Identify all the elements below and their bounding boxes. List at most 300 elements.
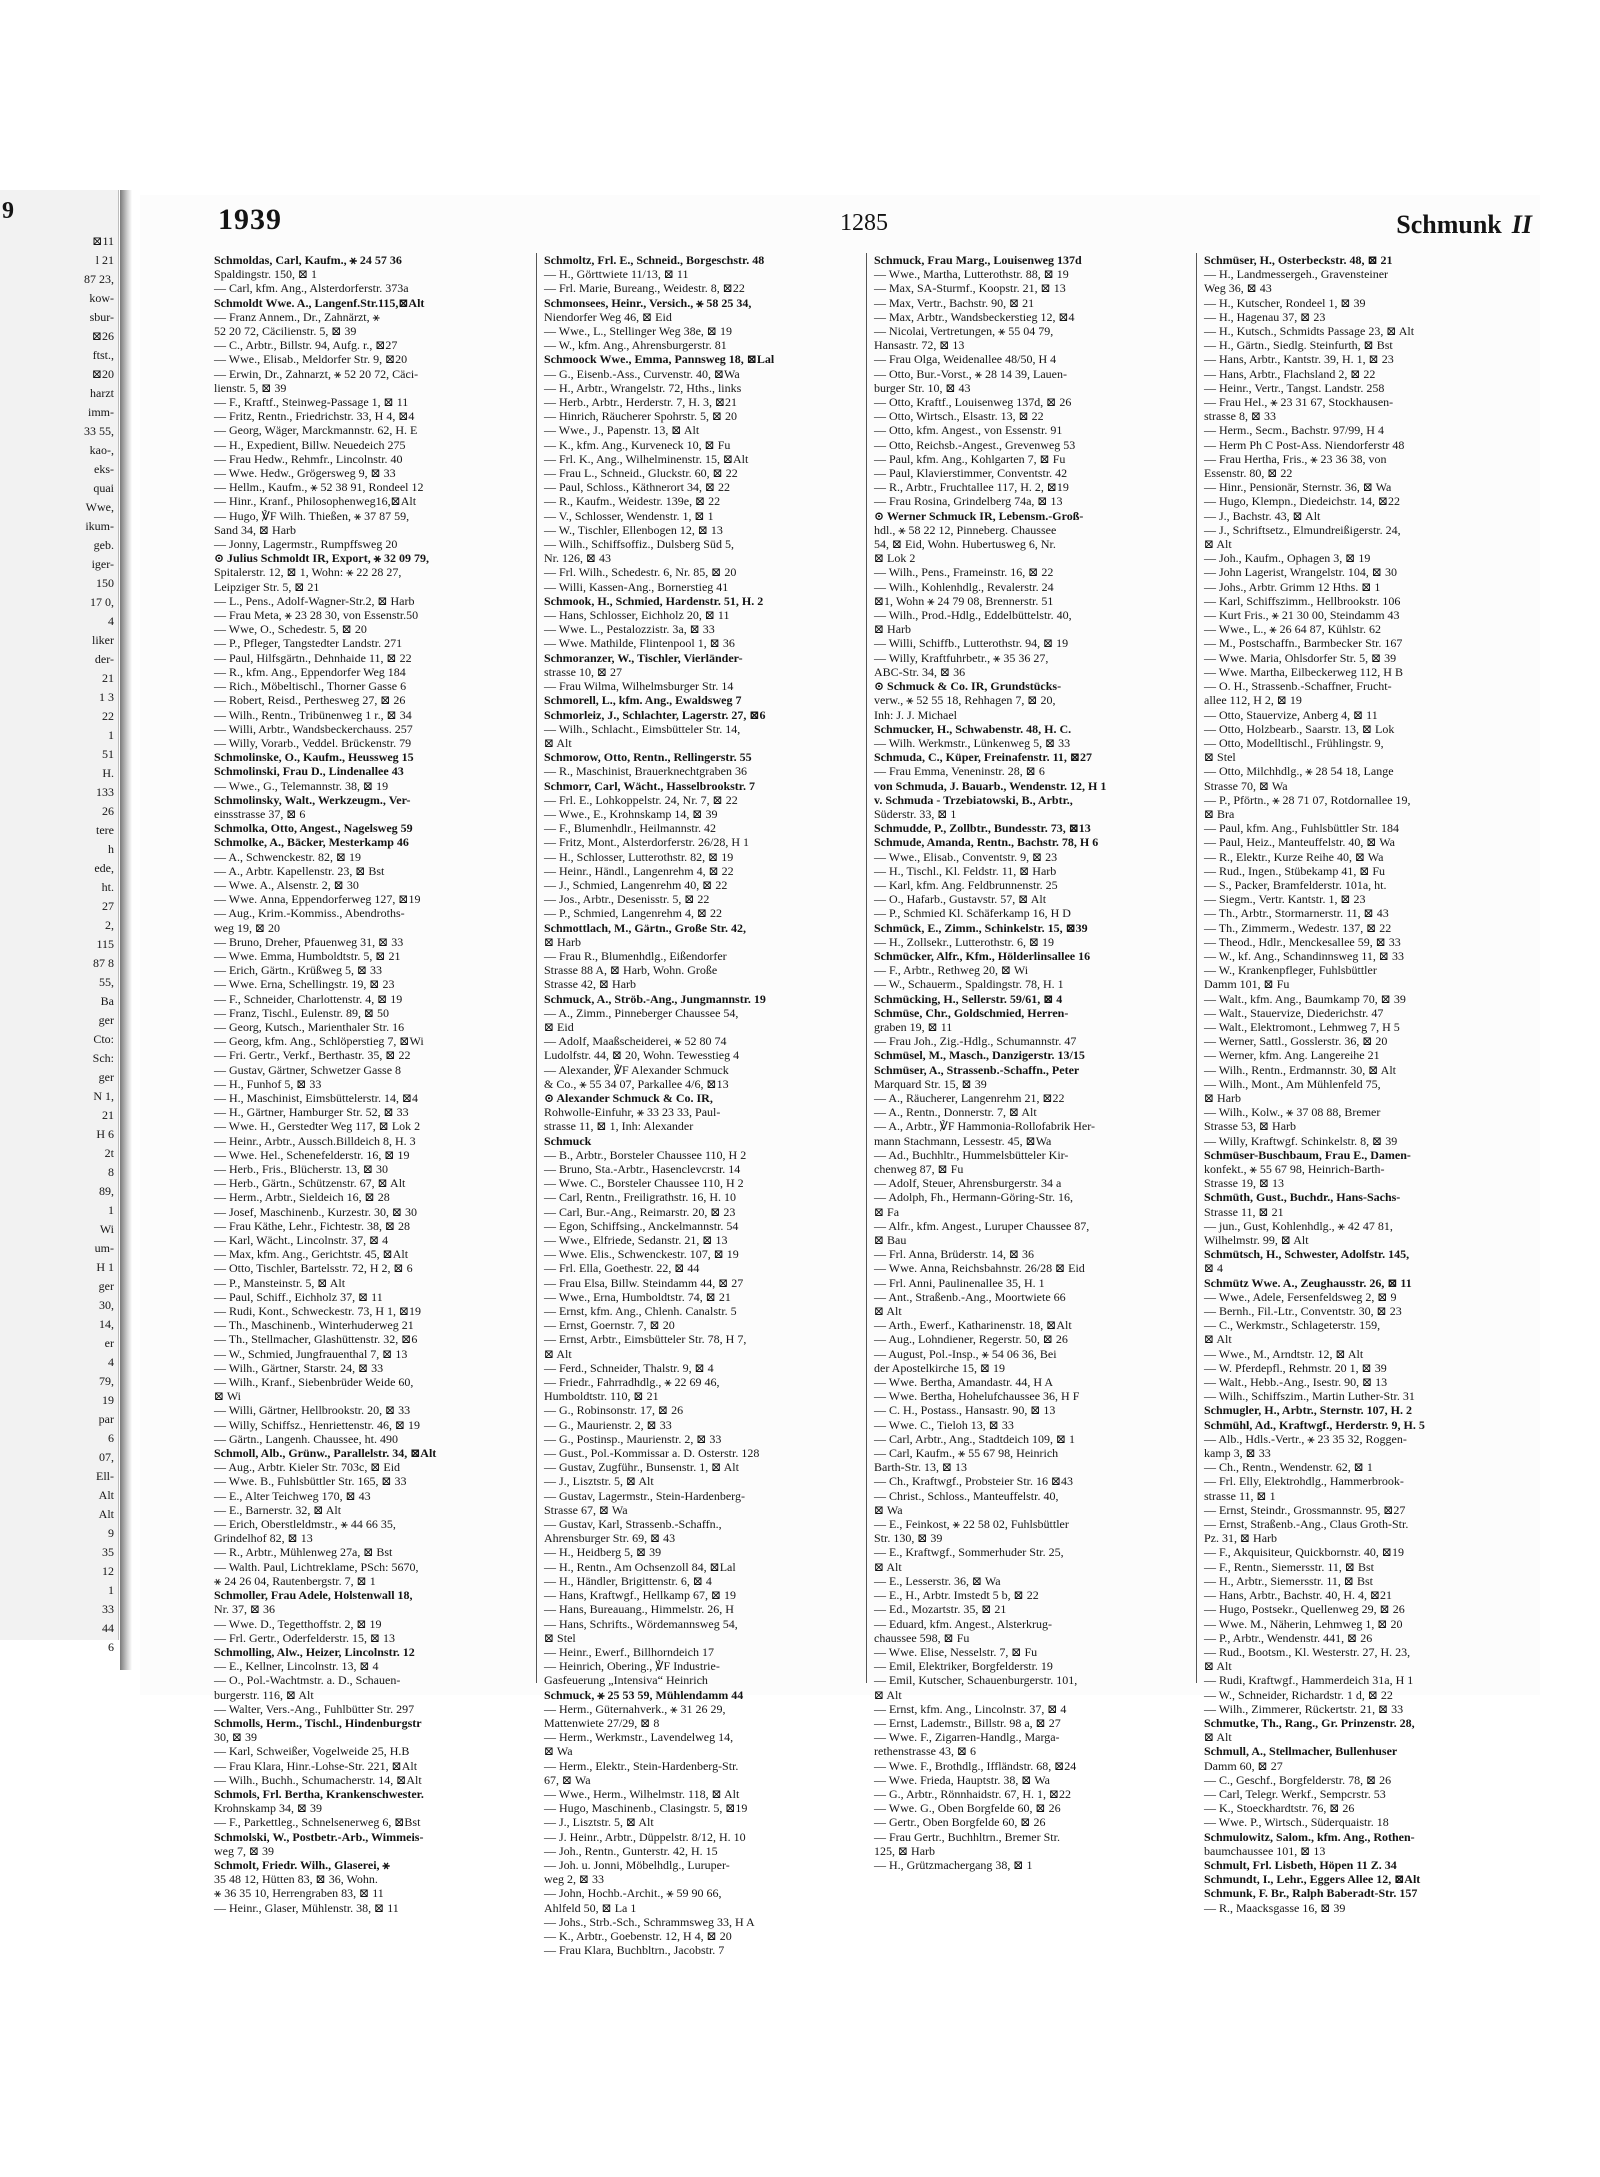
directory-entry-line: — Wwe. H., Gerstedter Weg 117, ⊠ Lok 2 bbox=[214, 1119, 421, 1134]
directory-entry-line: — Paul, Hilfsgärtn., Dehnhaide 11, ⊠ 22 bbox=[214, 650, 412, 665]
directory-entry-line: — Hans, Arbtr., Kantstr. 39, H. 1, ⊠ 23 bbox=[1204, 352, 1394, 367]
directory-entry-line: — Walt., Stauervize, Diederichstr. 47 bbox=[1204, 1005, 1384, 1020]
directory-entry-line: — H., Landmessergeh., Gravensteiner bbox=[1204, 267, 1389, 282]
directory-entry-line: Mattenwiete 27/29, ⊠ 8 bbox=[544, 1715, 660, 1730]
previous-page-line: iger- bbox=[91, 557, 114, 571]
previous-page-line: ede, bbox=[94, 861, 114, 875]
directory-entry-line: Schmuck, Frau Marg., Louisenweg 137d bbox=[874, 253, 1082, 267]
directory-entry-line: — Herb., Gärtn., Schützenstr. 67, ⊠ Alt bbox=[214, 1176, 406, 1191]
directory-entry-line: — W. Pferdepfl., Rehmstr. 20 1, ⊠ 39 bbox=[1204, 1360, 1387, 1375]
directory-entry-line: — Wwe. M., Näherin, Lehmweg 1, ⊠ 20 bbox=[1204, 1616, 1403, 1631]
directory-entry-line: — C., Geschf., Borgfelderstr. 78, ⊠ 26 bbox=[1204, 1772, 1392, 1787]
directory-entry-line: Rohwolle-Einfuhr, ⚹ 33 23 33, Paul- bbox=[544, 1105, 721, 1120]
directory-entry-line: Inh: J. J. Michael bbox=[874, 707, 957, 722]
directory-entry-line: — H., Funhof 5, ⊠ 33 bbox=[214, 1076, 322, 1091]
directory-entry-line: — Wwe. Anna, Eppendorferweg 127, ⊠19 bbox=[214, 892, 421, 907]
directory-entry-line: — Th., Zimmerm., Wedestr. 137, ⊠ 22 bbox=[1204, 920, 1392, 935]
directory-entry-line: — Ant., Straßenb.-Ang., Moortwiete 66 bbox=[874, 1289, 1066, 1304]
directory-entry-line: — P., Schmied Kl. Schäferkamp 16, H D bbox=[874, 906, 1071, 921]
directory-entry-line: — Ferd., Schneider, Thalstr. 9, ⊠ 4 bbox=[544, 1360, 714, 1375]
directory-entry-line: — Max, kfm. Ang., Gerichtstr. 45, ⊠Alt bbox=[214, 1247, 409, 1262]
directory-entry-line: — Frau Hertha, Fris., ⚹ 23 36 38, von bbox=[1204, 451, 1387, 466]
directory-entry-line: ⊠ Alt bbox=[544, 1346, 572, 1361]
directory-entry-line: — Wilh., Schiffszim., Martin Luther-Str. 31 bbox=[1204, 1389, 1415, 1404]
previous-page-line: 51 bbox=[102, 747, 114, 761]
directory-entry-line: — Nicolai, Vertretungen, ⚹ 55 04 79, bbox=[874, 324, 1054, 339]
directory-entry-line: — Fritz, Rentn., Friedrichstr. 33, H 4, ⊠4 bbox=[214, 409, 415, 424]
previous-page-line: 21 bbox=[102, 1108, 114, 1122]
directory-entry-line: — E., Alter Teichweg 170, ⊠ 43 bbox=[214, 1488, 371, 1503]
directory-entry-line: — Wwe. Elise, Nesselstr. 7, ⊠ Fu bbox=[874, 1644, 1038, 1659]
directory-entry-line: — Wilh., Zimmerer, Rückertstr. 21, ⊠ 33 bbox=[1204, 1701, 1404, 1716]
directory-entry-line: — H., Görttwiete 11/13, ⊠ 11 bbox=[544, 267, 689, 282]
directory-entry-line: — Wwe, O., Schedestr. 5, ⊠ 20 bbox=[214, 622, 367, 637]
previous-page-line: l 21 bbox=[95, 253, 114, 267]
directory-entry-line: — Adolf, Steuer, Ahrensburgerstr. 34 a bbox=[874, 1176, 1062, 1191]
previous-page-line: 1 bbox=[108, 1583, 114, 1597]
directory-entry-line: — Gustav, Zugführ., Bunsenstr. 1, ⊠ Alt bbox=[544, 1460, 739, 1475]
directory-entry-line: — Wwe. C., Tieloh 13, ⊠ 33 bbox=[874, 1417, 1014, 1432]
directory-entry-line: ⊠ Wi bbox=[214, 1389, 242, 1404]
previous-page-line: ikum- bbox=[85, 519, 114, 533]
directory-entry-line: — Ernst, Lademstr., Billstr. 98 a, ⊠ 27 bbox=[874, 1715, 1061, 1730]
directory-entry-line: ⊠ Alt bbox=[1204, 1730, 1232, 1745]
directory-entry-line: Sand 34, ⊠ Harb bbox=[214, 522, 297, 537]
directory-entry-line: — Karl, Wächt., Lincolnstr. 37, ⊠ 4 bbox=[214, 1233, 389, 1248]
directory-entry-line: — Georg, Wäger, Marckmannstr. 62, H. E bbox=[214, 423, 418, 438]
directory-entry-line: — Robert, Reisd., Perthesweg 27, ⊠ 26 bbox=[214, 693, 406, 708]
directory-entry-line: — Wwe. Hel., Schenefelderstr. 16, ⊠ 19 bbox=[214, 1147, 410, 1162]
directory-entry-line: — Paul, Schiff., Eichholz 37, ⊠ 11 bbox=[214, 1289, 383, 1304]
directory-entry-line: — Max, Arbtr., Wandsbeckerstieg 12, ⊠4 bbox=[874, 309, 1075, 324]
column-2 bbox=[544, 253, 856, 1958]
directory-entry-line: Humboldtstr. 110, ⊠ 21 bbox=[544, 1389, 659, 1404]
directory-entry-line: v. Schmuda - Trzebiatowski, B., Arbtr., bbox=[874, 792, 1073, 807]
directory-entry-line: Schmolls, Herm., Tischl., Hindenburgstr bbox=[214, 1715, 422, 1730]
directory-entry-line: — Otto, Wirtsch., Elsastr. 13, ⊠ 22 bbox=[874, 409, 1044, 424]
directory-entry-line: — Heinr., Händl., Langenrehm 4, ⊠ 22 bbox=[544, 863, 734, 878]
directory-entry-line: strasse 11, ⊠ 1, Inh: Alexander bbox=[544, 1119, 694, 1134]
directory-entry-line: Schmutke, Th., Rang., Gr. Prinzenstr. 28, bbox=[1204, 1715, 1415, 1730]
directory-entry-line: — M., Postschaffn., Barmbecker Str. 167 bbox=[1204, 636, 1403, 651]
directory-entry-line: — G., Robinsonstr. 17, ⊠ 26 bbox=[544, 1403, 684, 1418]
directory-entry-line: — Willy, Kraftfuhrbetr., ⚹ 35 36 27, bbox=[874, 650, 1049, 665]
directory-entry-line: — H., Hagenau 37, ⊠ 23 bbox=[1204, 309, 1326, 324]
directory-entry-line: — Wwe. Bertha, Hohelufchaussee 36, H F bbox=[874, 1389, 1080, 1404]
directory-entry-line: — Gustav, Karl, Strassenb.-Schaffn., bbox=[544, 1517, 722, 1532]
previous-page-line: kow- bbox=[89, 291, 114, 305]
column-3 bbox=[874, 253, 1186, 1872]
directory-entry-line: — A., Schwenckestr. 82, ⊠ 19 bbox=[214, 849, 362, 864]
directory-entry-line: — Erich, Gärtn., Krüßweg 5, ⊠ 33 bbox=[214, 963, 383, 978]
directory-entry-line: ⊠ Alt bbox=[874, 1559, 902, 1574]
directory-entry-line: — Aug., Krim.-Kommiss., Abendroths- bbox=[214, 906, 405, 921]
directory-entry-line: — Herm., Arbtr., Sieldeich 16, ⊠ 28 bbox=[214, 1190, 390, 1205]
directory-entry-line: — L., Pens., Adolf-Wagner-Str.2, ⊠ Harb bbox=[214, 593, 415, 608]
directory-entry-line: Nr. 37, ⊠ 36 bbox=[214, 1602, 276, 1617]
directory-entry-line: — Bruno, Dreher, Pfauenweg 31, ⊠ 33 bbox=[214, 934, 404, 949]
directory-entry-line: Schmoller, Frau Adele, Holstenwall 18, bbox=[214, 1588, 413, 1603]
directory-entry-line: — Rudi, Kraftwgf., Hammerdeich 31a, H 1 bbox=[1204, 1673, 1414, 1688]
directory-entry-line: — Ch., Rentn., Wendenstr. 62, ⊠ 1 bbox=[1204, 1460, 1373, 1475]
directory-entry-line: — F., Kraftf., Steinweg-Passage 1, ⊠ 11 bbox=[214, 395, 409, 410]
directory-entry-line: Schmolka, Otto, Angest., Nagelsweg 59 bbox=[214, 821, 413, 836]
previous-page-line: 115 bbox=[96, 937, 114, 951]
directory-entry-line: — Gustav, Lagermstr., Stein-Hardenberg- bbox=[544, 1488, 745, 1503]
directory-entry-line: Str. 130, ⊠ 39 bbox=[874, 1531, 943, 1546]
directory-entry-line: Schmorr, Carl, Wächt., Hasselbrookstr. 7 bbox=[544, 778, 756, 793]
directory-entry-line: Schmude, Amanda, Rentn., Bachstr. 78, H 6 bbox=[874, 835, 1099, 850]
directory-entry-line: Strasse 42, ⊠ Harb bbox=[544, 977, 637, 992]
directory-entry-line: — Ch., Kraftwgf., Probsteier Str. 16 ⊠43 bbox=[874, 1474, 1074, 1489]
directory-entry-line: — Wwe. F., Zigarren-Handlg., Marga- bbox=[874, 1730, 1060, 1745]
directory-entry-line: — A., Arbtr., ℣F Hammonia-Rollofabrik Her- bbox=[874, 1119, 1095, 1134]
directory-entry-line: Weg 36, ⊠ 43 bbox=[1204, 281, 1272, 296]
directory-entry-line: ABC-Str. 34, ⊠ 36 bbox=[874, 664, 966, 679]
directory-entry-line: — Alexander, ℣F Alexander Schmuck bbox=[544, 1062, 729, 1077]
directory-entry-line: — J., Schriftsetz., Elmundreißigerstr. 24, bbox=[1204, 522, 1401, 537]
directory-entry-line: — Wilh., Rentn., Erdmannstr. 30, ⊠ Alt bbox=[1204, 1062, 1397, 1077]
directory-entry-line: — H., Grützmachergang 38, ⊠ 1 bbox=[874, 1857, 1033, 1872]
directory-entry-line: — Hinrich, Räucherer Spohrstr. 5, ⊠ 20 bbox=[544, 409, 738, 424]
directory-entry-line: — Paul, Heiz., Manteuffelstr. 40, ⊠ Wa bbox=[1204, 835, 1395, 850]
directory-entry-line: Schmolt, Friedr. Wilh., Glaserei, ⚹ bbox=[214, 1857, 390, 1872]
directory-entry-line: — Wwe. A., Alsenstr. 2, ⊠ 30 bbox=[214, 877, 359, 892]
directory-entry-line: — W., kf. Ang., Schandinnsweg 11, ⊠ 33 bbox=[1204, 948, 1404, 963]
previous-page-fragment bbox=[0, 190, 119, 1654]
directory-entry-line: — S., Packer, Bramfelderstr. 101a, ht. bbox=[1204, 877, 1387, 892]
directory-entry-line: Strasse 11, ⊠ 21 bbox=[1204, 1204, 1284, 1219]
directory-entry-line: Schmucker, H., Schwabenstr. 48, H. C. bbox=[874, 721, 1072, 736]
directory-entry-line: — G., Eisenb.-Ass., Curvenstr. 40, ⊠Wa bbox=[544, 366, 740, 381]
directory-entry-line: — Carl, Telegr. Werkf., Sempcrstr. 53 bbox=[1204, 1786, 1386, 1801]
running-head-roman: II bbox=[1511, 210, 1532, 239]
directory-entry-line: — Rudi, Kont., Schweckestr. 73, H 1, ⊠19 bbox=[214, 1304, 422, 1319]
directory-entry-line: rethenstrasse 43, ⊠ 6 bbox=[874, 1744, 977, 1759]
directory-entry-line: — Christ., Schloss., Manteuffelstr. 40, bbox=[874, 1488, 1059, 1503]
directory-entry-line: & Co., ⚹ 55 34 07, Parkallee 4/6, ⊠13 bbox=[544, 1076, 729, 1091]
directory-entry-line: — O. H., Strassenb.-Schaffner, Frucht- bbox=[1204, 679, 1392, 694]
directory-entry-line: chaussee 598, ⊠ Fu bbox=[874, 1630, 970, 1645]
directory-entry-line: — Rud., Bootsm., Kl. Westerstr. 27, H. 23, bbox=[1204, 1644, 1411, 1659]
previous-page-line: 8 bbox=[108, 1165, 114, 1179]
directory-entry-line: Nr. 126, ⊠ 43 bbox=[544, 551, 612, 566]
directory-entry-line: — J., Lisztstr. 5, ⊠ Alt bbox=[544, 1474, 654, 1489]
directory-entry-line: weg 19, ⊠ 20 bbox=[214, 920, 281, 935]
directory-entry-line: verw., ⚹ 52 55 18, Rehhagen 7, ⊠ 20, bbox=[874, 693, 1056, 708]
directory-entry-line: Schmüser-Buschbaum, Frau E., Damen- bbox=[1204, 1147, 1411, 1162]
directory-entry-line: allee 112, H 2, ⊠ 19 bbox=[1204, 693, 1302, 708]
directory-entry-line: — F., Parkettleg., Schnelsenerweg 6, ⊠Bst bbox=[214, 1815, 421, 1830]
directory-entry-line: — Otto, Kraftf., Louisenweg 137d, ⊠ 26 bbox=[874, 395, 1072, 410]
previous-page-line: eks- bbox=[94, 462, 114, 476]
directory-entry-line: — Wwe., M., Arndtstr. 12, ⊠ Alt bbox=[1204, 1346, 1364, 1361]
previous-page-line: Alt bbox=[98, 1507, 114, 1521]
directory-entry-line: von Schmuda, J. Bauarb., Wendenstr. 12, H 1 bbox=[874, 778, 1107, 793]
directory-entry-line: — Georg, Kutsch., Marienthaler Str. 16 bbox=[214, 1019, 405, 1034]
previous-page-line: 44 bbox=[102, 1621, 114, 1635]
book-gutter bbox=[120, 190, 132, 1670]
directory-entry-line: — P., Schmied, Langenrehm 4, ⊠ 22 bbox=[544, 906, 723, 921]
directory-entry-line: — Ernst, kfm. Ang., Lincolnstr. 37, ⊠ 4 bbox=[874, 1701, 1067, 1716]
directory-entry-line: Schmoltz, Frl. E., Schneid., Borgeschstr. 48 bbox=[544, 253, 765, 267]
directory-entry-line: ⊠ Alt bbox=[1204, 537, 1232, 552]
directory-entry-line: Strasse 19, ⊠ 13 bbox=[1204, 1176, 1285, 1191]
directory-entry-line: — R., Arbtr., Mühlenweg 27a, ⊠ Bst bbox=[214, 1545, 393, 1560]
directory-entry-line: — K., Stoeckhardtstr. 76, ⊠ 26 bbox=[1204, 1801, 1355, 1816]
directory-entry-line: — Otto, Modelltischl., Frühlingstr. 9, bbox=[1204, 735, 1384, 750]
directory-entry-line: Schmolinski, Frau D., Lindenallee 43 bbox=[214, 764, 404, 779]
directory-entry-line: — Carl, Kaufm., ⚹ 55 67 98, Heinrich bbox=[874, 1446, 1059, 1461]
directory-entry-line: — Walter, Vers.-Ang., Fuhlbütter Str. 297 bbox=[214, 1701, 415, 1716]
directory-entry-line: — Wilh., Schiffsoffiz., Dulsberg Süd 5, bbox=[544, 537, 734, 552]
directory-entry-line: Schmoranzer, W., Tischler, Vierländer- bbox=[544, 650, 743, 665]
directory-entry-line: — Paul, Schloss., Käthnerort 34, ⊠ 22 bbox=[544, 480, 731, 495]
directory-entry-line: ⚹ 24 26 04, Rautenbergstr. 7, ⊠ 1 bbox=[214, 1573, 376, 1588]
directory-entry-line: — Heinr., Ewerf., Billhorndeich 17 bbox=[544, 1644, 714, 1659]
directory-entry-line: — Heinrich, Obering., ℣F Industrie- bbox=[544, 1659, 720, 1674]
directory-entry-line: ⊠ Fa bbox=[874, 1204, 900, 1219]
directory-entry-line: Schmook, H., Schmied, Hardenstr. 51, H. 2 bbox=[544, 593, 764, 608]
directory-entry-line: Strasse 67, ⊠ Wa bbox=[544, 1502, 628, 1517]
directory-entry-line: — Ernst, Goernstr. 7, ⊠ 20 bbox=[544, 1318, 675, 1333]
directory-entry-line: — Wilh., Gärtner, Starstr. 24, ⊠ 33 bbox=[214, 1360, 384, 1375]
directory-entry-line: — A., Räucherer, Langenrehm 21, ⊠22 bbox=[874, 1090, 1065, 1105]
directory-entry-line: — Gustav, Gärtner, Schwetzer Gasse 8 bbox=[214, 1062, 402, 1077]
directory-entry-line: — Johs., Strb.-Sch., Schrammsweg 33, H A bbox=[544, 1914, 755, 1929]
previous-page-line: ht. bbox=[101, 880, 114, 894]
previous-page-line: 79, bbox=[99, 1374, 114, 1388]
directory-entry-line: ⊠ Eid bbox=[544, 1019, 574, 1034]
directory-entry-line: Schmütz Wwe. A., Zeughausstr. 26, ⊠ 11 bbox=[1204, 1275, 1412, 1290]
directory-entry-line: — Wwe. Martha, Eilbeckerweg 112, H B bbox=[1204, 664, 1403, 679]
entry-columns bbox=[214, 253, 1530, 1958]
directory-entry-line: — Bernh., Fil.-Ltr., Conventstr. 30, ⊠ 23 bbox=[1204, 1304, 1402, 1319]
directory-entry-line: ⊙ Julius Schmoldt IR, Export, ⚹ 32 09 79, bbox=[214, 551, 429, 566]
previous-page-line: 133 bbox=[96, 785, 114, 799]
directory-entry-line: — A., Zimm., Pinneberger Chaussee 54, bbox=[544, 1005, 739, 1020]
directory-entry-line: — Erich, Oberstleldmstr., ⚹ 44 66 35, bbox=[214, 1517, 396, 1532]
directory-entry-line: — W., Schauerm., Spaldingstr. 78, H. 1 bbox=[874, 977, 1064, 992]
directory-entry-line: weg 7, ⊠ 39 bbox=[214, 1843, 275, 1858]
directory-entry-line: — Georg, kfm. Ang., Schlöperstieg 7, ⊠Wi bbox=[214, 1034, 424, 1049]
directory-entry-line: ⊠ Alt bbox=[874, 1304, 902, 1319]
directory-page bbox=[140, 195, 1540, 1958]
directory-entry-line: — Adolf, Maaßscheiderei, ⚹ 52 80 74 bbox=[544, 1034, 727, 1049]
directory-entry-line: — C. H., Postass., Hansastr. 90, ⊠ 13 bbox=[874, 1403, 1056, 1418]
directory-entry-line: weg 2, ⊠ 33 bbox=[544, 1872, 605, 1887]
directory-entry-line: ⊠ Lok 2 bbox=[874, 551, 916, 566]
directory-entry-line: — A., Rentn., Donnerstr. 7, ⊠ Alt bbox=[874, 1105, 1037, 1120]
directory-entry-line: 35 48 12, Hütten 83, ⊠ 36, Wohn. bbox=[214, 1872, 378, 1887]
directory-entry-line: — John Lagerist, Wrangelstr. 104, ⊠ 30 bbox=[1204, 565, 1397, 580]
directory-entry-line: — Franz Annem., Dr., Zahnärzt, ⚹ bbox=[214, 309, 380, 324]
directory-entry-line: — Th., Arbtr., Stormarnerstr. 11, ⊠ 43 bbox=[1204, 906, 1389, 921]
directory-entry-line: ⊠1, Wohn ⚹ 24 79 08, Brennerstr. 51 bbox=[874, 593, 1054, 608]
directory-entry-line: — Hugo, Maschinenb., Clasingstr. 5, ⊠19 bbox=[544, 1801, 748, 1816]
directory-entry-line: — Herb., Arbtr., Herderstr. 7, H. 3, ⊠21 bbox=[544, 395, 738, 410]
directory-entry-line: ⊠ Alt bbox=[1204, 1332, 1232, 1347]
directory-entry-line: ⊠ Bra bbox=[1204, 806, 1235, 821]
previous-page-line: 35 bbox=[102, 1545, 114, 1559]
directory-entry-line: — Hans, Arbtr., Bachstr. 40, H. 4, ⊠21 bbox=[1204, 1588, 1393, 1603]
previous-page-line: 14, bbox=[99, 1317, 114, 1331]
directory-entry-line: — Frau Meta, ⚹ 23 28 30, von Essenstr.50 bbox=[214, 608, 419, 623]
directory-entry-line: baumchaussee 101, ⊠ 13 bbox=[1204, 1843, 1326, 1858]
directory-entry-line: Pz. 31, ⊠ Harb bbox=[1204, 1531, 1278, 1546]
directory-entry-line: Krohnskamp 34, ⊠ 39 bbox=[214, 1801, 323, 1816]
directory-entry-line: — Walth. Paul, Lichtreklame, PSch: 5670, bbox=[214, 1559, 419, 1574]
directory-entry-line: — Werner, Sattl., Gosslerstr. 36, ⊠ 20 bbox=[1204, 1034, 1388, 1049]
directory-entry-line: — Wwe. Maria, Ohlsdorfer Str. 5, ⊠ 39 bbox=[1204, 650, 1397, 665]
column-rule bbox=[536, 253, 537, 1683]
previous-page-line: 33 bbox=[102, 1602, 114, 1616]
directory-entry-line: — H., Tischl., Kl. Feldstr. 11, ⊠ Harb bbox=[874, 863, 1057, 878]
directory-entry-line: — H., Expedient, Billw. Neuedeich 275 bbox=[214, 437, 406, 452]
directory-entry-line: — Wwe. Frieda, Hauptstr. 38, ⊠ Wa bbox=[874, 1772, 1050, 1787]
directory-entry-line: — Carl, Rentn., Freiligrathstr. 16, H. 10 bbox=[544, 1190, 736, 1205]
directory-entry-line: — Willi, Arbtr., Wandsbeckerchauss. 257 bbox=[214, 721, 413, 736]
directory-entry-line: — Frl. Gertr., Oderfelderstr. 15, ⊠ 13 bbox=[214, 1630, 396, 1645]
running-head bbox=[1396, 210, 1532, 240]
previous-page-line: 19 bbox=[102, 1393, 114, 1407]
directory-entry-line: — Hinr., Kranf., Philosophenweg16,⊠Alt bbox=[214, 494, 417, 509]
directory-entry-line: ⊙ Werner Schmuck IR, Lebensm.-Groß- bbox=[874, 508, 1084, 523]
directory-entry-line: — H., Schlosser, Lutterothstr. 82, ⊠ 19 bbox=[544, 849, 734, 864]
directory-entry-line: — Wwe., E., Krohnskamp 14, ⊠ 39 bbox=[544, 806, 718, 821]
directory-entry-line: 52 20 72, Cäcilienstr. 5, ⊠ 39 bbox=[214, 324, 357, 339]
directory-entry-line: Schmück, E., Zimm., Schinkelstr. 15, ⊠39 bbox=[874, 920, 1088, 935]
directory-entry-line: Schmudde, P., Zollbtr., Bundesstr. 73, ⊠13 bbox=[874, 821, 1091, 836]
directory-entry-line: der Apostelkirche 15, ⊠ 19 bbox=[874, 1360, 1006, 1375]
directory-entry-line: — Frau Hel., ⚹ 23 31 67, Stockhausen- bbox=[1204, 395, 1394, 410]
directory-entry-line: — Herm., Elektr., Stein-Hardenberg-Str. bbox=[544, 1758, 739, 1773]
directory-entry-line: — Egon, Schiffsing., Anckelmannstr. 54 bbox=[544, 1218, 739, 1233]
directory-entry-line: Schmuda, C., Küper, Freinafenstr. 11, ⊠27 bbox=[874, 750, 1092, 765]
previous-page-line: ger bbox=[98, 1070, 114, 1084]
directory-entry-line: — J., Lisztstr. 5, ⊠ Alt bbox=[544, 1815, 654, 1830]
directory-entry-line: — Frl. Elly, Elektrohdlg., Hammerbrook- bbox=[1204, 1474, 1404, 1489]
directory-entry-line: — Hans, Arbtr., Flachsland 2, ⊠ 22 bbox=[1204, 366, 1376, 381]
directory-entry-line: — Frau Wilma, Wilhelmsburger Str. 14 bbox=[544, 679, 734, 694]
previous-page-line: 150 bbox=[96, 576, 114, 590]
directory-entry-line: Schmoll, Alb., Grünw., Parallelstr. 34, ⊠Alt bbox=[214, 1446, 437, 1461]
directory-entry-line: — H., Arbtr., Siemersstr. 11, ⊠ Bst bbox=[1204, 1573, 1373, 1588]
directory-entry-line: burgerstr. 116, ⊠ Alt bbox=[214, 1687, 314, 1702]
directory-entry-line: — Herm., Secm., Bachstr. 97/99, H 4 bbox=[1204, 423, 1384, 438]
directory-entry-line: — Emil, Kutscher, Schauenburgerstr. 101, bbox=[874, 1673, 1078, 1688]
previous-page-line: er bbox=[104, 1336, 114, 1350]
directory-entry-line: — Werner, kfm. Ang. Langereihe 21 bbox=[1204, 1048, 1380, 1063]
directory-entry-line: 30, ⊠ 39 bbox=[214, 1730, 258, 1745]
directory-entry-line: kamp 3, ⊠ 33 bbox=[1204, 1446, 1271, 1461]
previous-page-line: Alt bbox=[98, 1488, 114, 1502]
directory-entry-line: — C., Arbtr., Billstr. 94, Aufg. r., ⊠27 bbox=[214, 338, 398, 353]
directory-entry-line: Grindelhof 82, ⊠ 13 bbox=[214, 1531, 313, 1546]
directory-entry-line: — Otto, kfm. Angest., von Essenstr. 91 bbox=[874, 423, 1063, 438]
directory-entry-line: — Wwe. Erna, Schellingstr. 19, ⊠ 23 bbox=[214, 977, 395, 992]
directory-entry-line: ⚹ 36 35 10, Herrengraben 83, ⊠ 11 bbox=[214, 1886, 384, 1901]
directory-entry-line: ⊠ Harb bbox=[1204, 1090, 1242, 1105]
directory-entry-line: — Kurt Fris., ⚹ 21 30 00, Steindamm 43 bbox=[1204, 608, 1400, 623]
directory-entry-line: — H., Zollsekr., Lutterothstr. 6, ⊠ 19 bbox=[874, 934, 1055, 949]
directory-entry-line: — Wilh., Pens., Frameinstr. 16, ⊠ 22 bbox=[874, 565, 1054, 580]
directory-entry-line: Hansastr. 72, ⊠ 13 bbox=[874, 338, 965, 353]
previous-page-line: H 6 bbox=[96, 1127, 114, 1141]
directory-entry-line: — Frl. E., Lohkoppelstr. 24, Nr. 7, ⊠ 22 bbox=[544, 792, 738, 807]
previous-page-line: par bbox=[98, 1412, 114, 1426]
directory-entry-line: 125, ⊠ Harb bbox=[874, 1843, 936, 1858]
directory-entry-line: — Otto, Holzbearb., Saarstr. 13, ⊠ Lok bbox=[1204, 721, 1395, 736]
directory-entry-line: — Hugo, ℣F Wilh. Thießen, ⚹ 37 87 59, bbox=[214, 508, 410, 523]
directory-entry-line: — Karl, Schiffszimm., Hellbrookstr. 106 bbox=[1204, 593, 1401, 608]
directory-entry-line: — Hugo, Postsekr., Quellenweg 29, ⊠ 26 bbox=[1204, 1602, 1405, 1617]
directory-entry-line: — G., Postinsp., Maurienstr. 2, ⊠ 33 bbox=[544, 1431, 722, 1446]
directory-entry-line: — Wwe. Bertha, Amandastr. 44, H A bbox=[874, 1375, 1054, 1390]
previous-page-line: sbur- bbox=[89, 310, 114, 324]
directory-entry-line: — Ed., Mozartstr. 35, ⊠ 21 bbox=[874, 1602, 1007, 1617]
directory-entry-line: Gasfeuerung „Intensiva“ Heinrich bbox=[544, 1673, 708, 1688]
directory-entry-line: Schmoock Wwe., Emma, Pannsweg 18, ⊠Lal bbox=[544, 352, 775, 367]
directory-entry-line: — Frau Klara, Hinr.-Lohse-Str. 221, ⊠Alt bbox=[214, 1758, 418, 1773]
previous-page-line: 6 bbox=[108, 1431, 114, 1445]
directory-entry-line: — H., Arbtr., Wrangelstr. 72, Hths., links bbox=[544, 380, 742, 395]
previous-page-line: tere bbox=[96, 823, 114, 837]
previous-page-line: 87 8 bbox=[93, 956, 114, 970]
directory-entry-line: — G., Maurienstr. 2, ⊠ 33 bbox=[544, 1417, 672, 1432]
directory-entry-line: Schmundt, I., Lehr., Eggers Allee 12, ⊠Alt bbox=[1204, 1872, 1421, 1887]
directory-entry-line: — Hans, Schlosser, Eichholz 20, ⊠ 11 bbox=[544, 608, 730, 623]
directory-entry-line: ⊠ Bau bbox=[874, 1233, 907, 1248]
directory-entry-line: Schmuck, ⚹ 25 53 59, Mühlendamm 44 bbox=[544, 1687, 744, 1702]
directory-entry-line: — Wwe. C., Borsteler Chaussee 110, H 2 bbox=[544, 1176, 744, 1191]
directory-entry-line: — P., Arbtr., Wendenstr. 441, ⊠ 26 bbox=[1204, 1630, 1373, 1645]
directory-entry-line: Süderstr. 33, ⊠ 1 bbox=[874, 806, 957, 821]
directory-entry-line: — Wwe. Mathilde, Flintenpool 1, ⊠ 36 bbox=[544, 636, 735, 651]
directory-entry-line: — Hinr., Pensionär, Sternstr. 36, ⊠ Wa bbox=[1204, 480, 1392, 495]
directory-entry-line: — Arth., Ewerf., Katharinenstr. 18, ⊠Alt bbox=[874, 1318, 1072, 1333]
directory-entry-line: Niendorfer Weg 46, ⊠ Eid bbox=[544, 309, 672, 324]
running-head-word: Schmunk bbox=[1396, 210, 1502, 239]
previous-page-line: H 1 bbox=[96, 1260, 114, 1274]
directory-entry-line: — Willi, Gärtner, Hellbrookstr. 20, ⊠ 33 bbox=[214, 1403, 411, 1418]
previous-page-line: 87 23, bbox=[84, 272, 114, 286]
directory-entry-line: — Karl, kfm. Ang. Feldbrunnenstr. 25 bbox=[874, 877, 1058, 892]
directory-entry-line: — R., Kaufm., Weidestr. 139e, ⊠ 22 bbox=[544, 494, 721, 509]
directory-entry-line: — jun., Gust, Kohlenhdlg., ⚹ 42 47 81, bbox=[1204, 1218, 1393, 1233]
directory-entry-line: — Heinr., Arbtr., Aussch.Billdeich 8, H. 3 bbox=[214, 1133, 416, 1148]
previous-page-line: Wi bbox=[99, 1222, 114, 1236]
directory-entry-line: — Frl. Marie, Bureang., Weidestr. 8, ⊠22 bbox=[544, 281, 745, 296]
directory-entry-line: — Frau Elsa, Billw. Steindamm 44, ⊠ 27 bbox=[544, 1275, 744, 1290]
directory-entry-line: — E., Lesserstr. 36, ⊠ Wa bbox=[874, 1573, 1001, 1588]
directory-entry-line: — Th., Stellmacher, Glashüttenstr. 32, ⊠6 bbox=[214, 1332, 418, 1347]
previous-page-line: 1 3 bbox=[99, 690, 114, 704]
directory-entry-line: — Frau L., Schneid., Gluckstr. 60, ⊠ 22 bbox=[544, 466, 738, 481]
directory-entry-line: ⊠ Stel bbox=[544, 1630, 576, 1645]
directory-entry-line: — Wwe. B., Fuhlsbüttler Str. 165, ⊠ 33 bbox=[214, 1474, 407, 1489]
directory-entry-line: strasse 8, ⊠ 33 bbox=[1204, 409, 1277, 424]
directory-entry-line: Barth-Str. 13, ⊠ 13 bbox=[874, 1460, 968, 1475]
directory-entry-line: — H., Gärtn., Siedlg. Steinfurth, ⊠ Bst bbox=[1204, 338, 1393, 353]
directory-entry-line: — Wwe. G., Oben Borgfelde 60, ⊠ 26 bbox=[874, 1801, 1061, 1816]
directory-entry-line: — Frau Olga, Weidenallee 48/50, H 4 bbox=[874, 352, 1057, 367]
directory-entry-line: — Otto, Bur.-Vorst., ⚹ 28 14 39, Lauen- bbox=[874, 366, 1067, 381]
directory-entry-line: hdl., ⚹ 58 22 12, Pinneberg. Chaussee bbox=[874, 522, 1057, 537]
directory-entry-line: — Frau Käthe, Lehr., Fichtestr. 38, ⊠ 28 bbox=[214, 1218, 411, 1233]
previous-page-line: 1 bbox=[108, 728, 114, 742]
directory-entry-line: — F., Akquisiteur, Quickbornstr. 40, ⊠19 bbox=[1204, 1545, 1404, 1560]
